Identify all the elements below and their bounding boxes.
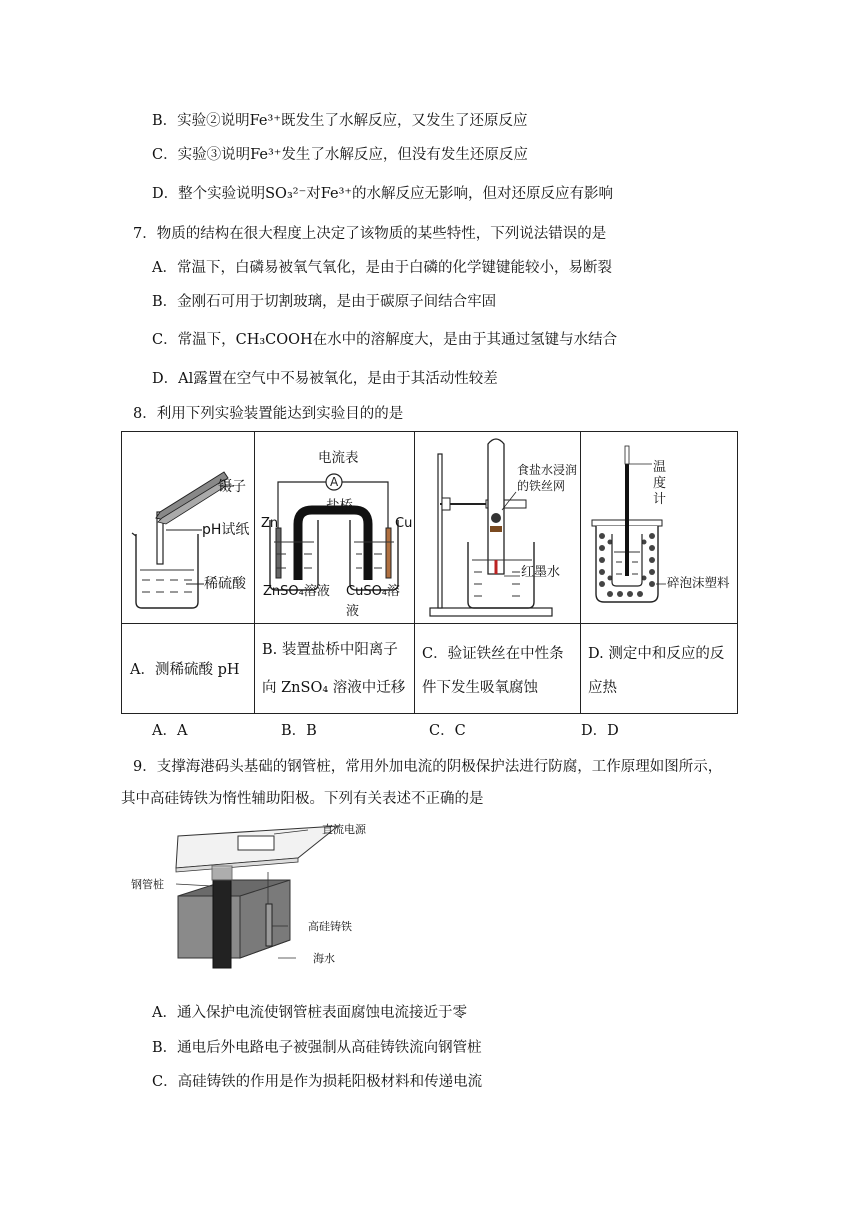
cell-d-line2: 应热 [588,680,617,696]
label-red-ink: 红墨水 [521,565,561,580]
q7-option-a: A．常温下，白磷易被氧气氧化，是由于白磷的化学键键能较小，易断裂 [152,260,612,276]
q7-option-d: D．Al露置在空气中不易被氧化，是由于其活动性较差 [152,371,498,387]
q9-option-a: A．通入保护电流使钢管桩表面腐蚀电流接近于零 [152,1005,467,1021]
q8-choice-d: D．D [581,723,619,739]
label-ph-paper: pH试纸 [202,522,250,538]
ammeter-symbol: A [330,475,339,489]
cell-b-line2: 向 ZnSO₄ 溶液中迁移 [262,680,406,696]
cell-d-line1: D. 测定中和反应的反 [588,646,725,662]
label-thermometer-2: 度 [653,476,667,491]
label-znso4: ZnSO₄溶液 [263,584,330,599]
label-zn: Zn [261,516,279,531]
label-dc-power: 直流电源 [322,823,366,836]
label-foam: 碎泡沫塑料 [667,575,730,590]
q9-option-c: C．高硅铸铁的作用是作为损耗阳极材料和传递电流 [152,1074,483,1090]
label-dilute-acid: 稀硫酸 [204,576,246,592]
q8-choice-c: C．C [429,723,466,739]
label-seawater: 海水 [313,952,335,965]
label-mesh-line1: 食盐水浸润 [517,463,578,477]
label-salt-bridge: 盐桥 [326,498,353,514]
q9-stem-line1: 9．支撑海港码头基础的钢管桩，常用外加电流的阴极保护法进行防腐，工作原理如图所示， [133,759,723,775]
label-cu: Cu [395,516,413,531]
label-thermometer-3: 计 [653,492,667,507]
cell-c-line2: 件下发生吸氧腐蚀 [422,680,538,696]
q8-choice-b: B．B [281,723,317,739]
label-ammeter: 电流表 [318,450,359,466]
label-steel-pile: 钢管桩 [131,878,164,891]
q9-stem-line2: 其中高硅铸铁为惰性辅助阳极。下列有关表述不正确的是 [121,791,484,807]
label-cuso4: CuSO₄溶液 [346,584,401,619]
label-tweezers: 镊子 [218,479,246,495]
cell-b-line1: B. 装置盐桥中阳离子 [262,642,398,658]
label-mesh-line2: 的铁丝网 [517,479,566,493]
q6-option-b: B．实验②说明Fe³⁺既发生了水解反应，又发生了还原反应 [152,113,528,129]
q7-stem: 7．物质的结构在很大程度上决定了该物质的某些特性，下列说法错误的是 [133,226,607,242]
label-high-silicon-iron: 高硅铸铁 [308,920,352,933]
q9-option-b: B．通电后外电路电子被强制从高硅铸铁流向钢管桩 [152,1040,482,1056]
q8-stem: 8．利用下列实验装置能达到实验目的的是 [133,406,404,422]
label-thermometer-1: 温 [653,460,667,475]
q8-choice-a: A．A [152,723,188,739]
q8-apparatus-table [121,431,738,714]
q7-option-b: B．金刚石可用于切割玻璃，是由于碳原子间结合牢固 [152,294,497,310]
cell-c-line1: C．验证铁丝在中性条 [422,646,564,662]
cell-a-text: A．测稀硫酸 pH [130,662,240,678]
q6-option-d: D．整个实验说明SO₃²⁻对Fe³⁺的水解反应无影响，但对还原反应有影响 [152,186,614,202]
q6-option-c: C．实验③说明Fe³⁺发生了水解反应，但没有发生还原反应 [152,147,528,163]
q7-option-c: C．常温下，CH₃COOH在水中的溶解度大，是由于其通过氢键与水结合 [152,332,618,348]
